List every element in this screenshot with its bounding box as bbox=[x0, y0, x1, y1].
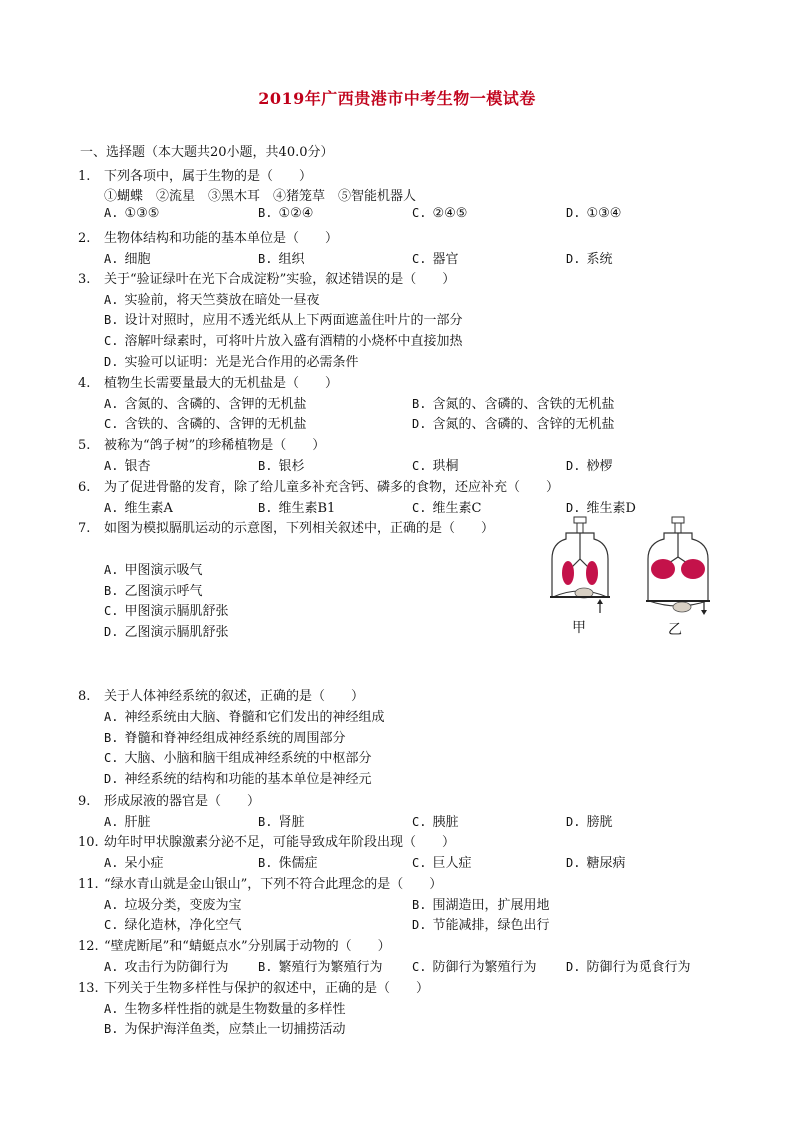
question-stem: 8. 关于人体神经系统的叙述，正确的是（ ） bbox=[78, 689, 365, 704]
option[interactable]: D. 节能减排，绿色出行 bbox=[412, 918, 550, 933]
option[interactable]: A. 甲图演示吸气 bbox=[104, 563, 203, 578]
question-extra: ①蝴蝶 ②流星 ③黑木耳 ④猪笼草 ⑤智能机器人 bbox=[104, 189, 417, 204]
option[interactable]: A. 实验前，将天竺葵放在暗处一昼夜 bbox=[104, 293, 320, 308]
question-stem: 7. 如图为模拟膈肌运动的示意图，下列相关叙述中，正确的是（ ） bbox=[78, 521, 495, 536]
bell-jar-jia bbox=[550, 517, 610, 613]
option[interactable]: B. 含氮的、含磷的、含铁的无机盐 bbox=[412, 397, 615, 412]
question-stem: 11. “绿水青山就是金山银山”，下列不符合此理念的是（ ） bbox=[78, 877, 443, 892]
option[interactable]: A. 攻击行为防御行为 bbox=[104, 960, 229, 975]
option[interactable]: C. 珙桐 bbox=[412, 459, 459, 474]
option[interactable]: C. 胰脏 bbox=[412, 815, 459, 830]
option[interactable]: D. 乙图演示膈肌舒张 bbox=[104, 625, 229, 640]
option[interactable]: C. 大脑、小脑和脑干组成神经系统的中枢部分 bbox=[104, 751, 372, 766]
bell-jar-diagram bbox=[544, 515, 734, 615]
question-stem: 4. 植物生长需要量最大的无机盐是（ ） bbox=[78, 376, 339, 391]
question-stem: 13. 下列关于生物多样性与保护的叙述中，正确的是（ ） bbox=[78, 981, 430, 996]
option[interactable]: B. ①②④ bbox=[258, 206, 314, 221]
option[interactable]: A. 肝脏 bbox=[104, 815, 151, 830]
option[interactable]: A. 呆小症 bbox=[104, 856, 164, 871]
option[interactable]: C. 器官 bbox=[412, 252, 459, 267]
option[interactable]: B. 组织 bbox=[258, 252, 305, 267]
question-stem: 12. “壁虎断尾”和“蜻蜓点水”分别属于动物的（ ） bbox=[78, 939, 391, 954]
option[interactable]: B. 设计对照时，应用不透光纸从上下两面遮盖住叶片的一部分 bbox=[104, 313, 463, 328]
page-title: 2019年广西贵港市中考生物一模试卷 bbox=[258, 89, 536, 108]
option[interactable]: D. ①③④ bbox=[566, 206, 622, 221]
option[interactable]: C. 维生素C bbox=[412, 501, 482, 516]
option[interactable]: A. 神经系统由大脑、脊髓和它们发出的神经组成 bbox=[104, 710, 385, 725]
question-stem: 3. 关于“验证绿叶在光下合成淀粉”实验，叙述错误的是（ ） bbox=[78, 272, 456, 287]
option[interactable]: B. 脊髓和脊神经组成神经系统的周围部分 bbox=[104, 731, 346, 746]
option[interactable]: B. 围湖造田，扩展用地 bbox=[412, 898, 550, 913]
balloon-left bbox=[562, 561, 574, 585]
option[interactable]: C. 绿化造林，净化空气 bbox=[104, 918, 242, 933]
option[interactable]: A. 维生素A bbox=[104, 501, 173, 516]
balloon-right bbox=[681, 559, 705, 579]
option[interactable]: B. 维生素B1 bbox=[258, 501, 336, 516]
option[interactable]: D. 膀胱 bbox=[566, 815, 613, 830]
option[interactable]: B. 肾脏 bbox=[258, 815, 305, 830]
option[interactable]: A. ①③⑤ bbox=[104, 206, 160, 221]
question-stem: 1. 下列各项中，属于生物的是（ ） bbox=[78, 169, 313, 184]
option[interactable]: B. 繁殖行为繁殖行为 bbox=[258, 960, 383, 975]
option[interactable]: C. 含铁的、含磷的、含钾的无机盐 bbox=[104, 417, 307, 432]
diaphragm-model-figure bbox=[544, 515, 734, 640]
option[interactable]: A. 含氮的、含磷的、含钾的无机盐 bbox=[104, 397, 307, 412]
option[interactable]: B. 为保护海洋鱼类，应禁止一切捕捞活动 bbox=[104, 1022, 346, 1037]
option[interactable]: A. 垃圾分类，变废为宝 bbox=[104, 898, 242, 913]
option[interactable]: D. 糖尿病 bbox=[566, 856, 626, 871]
option[interactable]: D. 实验可以证明：光是光合作用的必需条件 bbox=[104, 355, 359, 370]
option[interactable]: D. 含氮的、含磷的、含锌的无机盐 bbox=[412, 417, 615, 432]
option[interactable]: C. 巨人症 bbox=[412, 856, 472, 871]
option[interactable]: C. 溶解叶绿素时，可将叶片放入盛有酒精的小烧杯中直接加热 bbox=[104, 334, 463, 349]
section-heading: 一、选择题（本大题共20小题，共40.0分） bbox=[80, 145, 334, 160]
question-stem: 5. 被称为“鸽子树”的珍稀植物是（ ） bbox=[78, 438, 326, 453]
question-stem: 2. 生物体结构和功能的基本单位是（ ） bbox=[78, 231, 339, 246]
option[interactable]: C. ②④⑤ bbox=[412, 206, 468, 221]
question-stem: 9. 形成尿液的器官是（ ） bbox=[78, 794, 261, 809]
question-stem: 6. 为了促进骨骼的发育，除了给儿童多补充含钙、磷多的食物，还应补充（ ） bbox=[78, 480, 560, 495]
option[interactable]: D. 系统 bbox=[566, 252, 613, 267]
option[interactable]: D. 防御行为觅食行为 bbox=[566, 960, 691, 975]
option[interactable]: B. 银杉 bbox=[258, 459, 305, 474]
figure-label-jia: 甲 bbox=[572, 620, 586, 636]
option[interactable]: A. 生物多样性指的就是生物数量的多样性 bbox=[104, 1002, 346, 1017]
option[interactable]: D. 桫椤 bbox=[566, 459, 613, 474]
option[interactable]: B. 乙图演示呼气 bbox=[104, 584, 203, 599]
balloon-right bbox=[586, 561, 598, 585]
option[interactable]: A. 细胞 bbox=[104, 252, 151, 267]
figure-label-yi: 乙 bbox=[668, 622, 682, 638]
balloon-left bbox=[651, 559, 675, 579]
option[interactable]: B. 侏儒症 bbox=[258, 856, 318, 871]
question-stem: 10. 幼年时甲状腺激素分泌不足，可能导致成年阶段出现（ ） bbox=[78, 835, 456, 850]
option[interactable]: C. 防御行为繁殖行为 bbox=[412, 960, 537, 975]
option[interactable]: D. 维生素D bbox=[566, 501, 636, 516]
option[interactable]: C. 甲图演示膈肌舒张 bbox=[104, 604, 229, 619]
option[interactable]: D. 神经系统的结构和功能的基本单位是神经元 bbox=[104, 772, 372, 787]
bell-jar-yi bbox=[646, 517, 710, 615]
option[interactable]: A. 银杏 bbox=[104, 459, 151, 474]
